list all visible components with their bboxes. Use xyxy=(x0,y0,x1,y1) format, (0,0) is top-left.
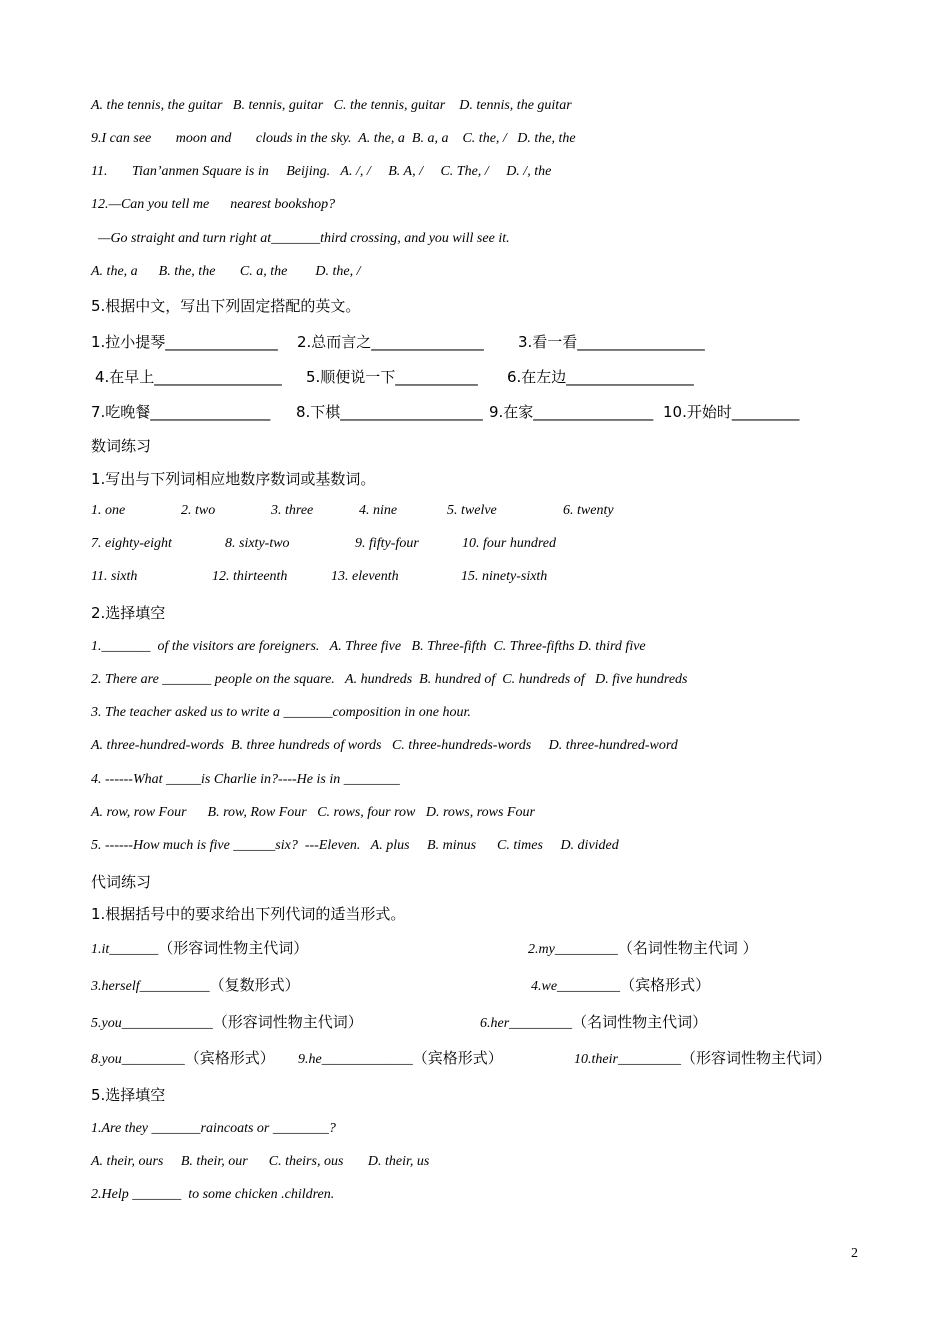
section-5-heading: 5.根据中文，写出下列固定搭配的英文。 xyxy=(91,297,361,315)
pronouns-question-1-options: A. their, ours B. their, our C. theirs, ous D. their, us xyxy=(91,1154,430,1169)
number-item: 15. ninety-sixth xyxy=(461,569,548,584)
pronoun-item: 5.you_____________（形容词性物主代词） xyxy=(91,1013,363,1031)
phrase-item: 10.开始时_________ xyxy=(663,403,800,421)
question-12-options: A. the, a B. the, the C. a, the D. the, / xyxy=(91,264,361,279)
number-item: 4. nine xyxy=(359,503,398,518)
phrase-item: 5.顺便说一下___________ xyxy=(306,368,478,386)
number-item: 9. fifty-four xyxy=(355,536,419,551)
number-item: 1. one xyxy=(91,503,126,518)
pronoun-item: 1.it_______（形容词性物主代词） xyxy=(91,939,309,957)
pronoun-item: 9.he_____________（宾格形式） xyxy=(298,1049,503,1067)
number-item: 5. twelve xyxy=(447,503,497,518)
number-item: 10. four hundred xyxy=(462,536,556,551)
phrase-item: 7.吃晚餐________________ xyxy=(91,403,271,421)
number-item: 13. eleventh xyxy=(331,569,399,584)
numbers-choice-heading: 2.选择填空 xyxy=(91,604,166,622)
phrase-item: 6.在左边_________________ xyxy=(507,368,694,386)
numbers-question-1: 1._______ of the visitors are foreigners. A. Three five B. Three-fifth C. Three-fifths D. third five xyxy=(91,639,646,654)
number-item: 7. eighty-eight xyxy=(91,536,172,551)
number-item: 2. two xyxy=(181,503,216,518)
page-number: 2 xyxy=(851,1246,858,1261)
numbers-question-3-options: A. three-hundred-words B. three hundreds of words C. three-hundreds-words D. three-hundred-word xyxy=(91,738,678,753)
number-item: 8. sixty-two xyxy=(225,536,290,551)
pronoun-item: 8.you_________（宾格形式） xyxy=(91,1049,275,1067)
phrase-item: 1.拉小提琴_______________ xyxy=(91,333,278,351)
number-item: 3. three xyxy=(271,503,314,518)
number-item: 11. sixth xyxy=(91,569,138,584)
numbers-question-2: 2. There are _______ people on the square. A. hundreds B. hundred of C. hundreds of D. five hundreds xyxy=(91,672,688,687)
pronoun-item: 6.her_________（名词性物主代词） xyxy=(480,1013,708,1031)
numbers-question-4-options: A. row, row Four B. row, Row Four C. rows, four row D. rows, rows Four xyxy=(91,805,535,820)
numbers-question-4: 4. ------What _____is Charlie in?----He is in ________ xyxy=(91,772,400,787)
answer-options-line: A. the tennis, the guitar B. tennis, guitar C. the tennis, guitar D. tennis, the guitar xyxy=(91,98,572,113)
question-12: 12.—Can you tell me nearest bookshop? xyxy=(91,197,336,212)
pronoun-item: 4.we_________（宾格形式） xyxy=(531,976,711,994)
phrase-item: 8.下棋___________________ xyxy=(296,403,483,421)
number-item: 12. thirteenth xyxy=(212,569,288,584)
pronouns-choice-heading: 5.选择填空 xyxy=(91,1086,166,1104)
pronoun-item: 3.herself__________（复数形式） xyxy=(91,976,300,994)
phrase-item: 2.总而言之_______________ xyxy=(297,333,484,351)
question-9: 9.I can see moon and clouds in the sky. A. the, a B. a, a C. the, / D. the, the xyxy=(91,131,576,146)
numbers-question-5: 5. ------How much is five ______six? ---Eleven. A. plus B. minus C. times D. divided xyxy=(91,838,619,853)
section-heading-numbers: 数词练习 xyxy=(91,437,152,455)
question-12-reply: —Go straight and turn right at_______third crossing, and you will see it. xyxy=(91,231,510,246)
phrase-item: 3.看一看_________________ xyxy=(518,333,705,351)
pronouns-question-1: 1.Are they _______raincoats or ________? xyxy=(91,1121,336,1136)
pronoun-item: 10.their_________（形容词性物主代词） xyxy=(574,1049,831,1067)
section-heading-pronouns: 代词练习 xyxy=(91,873,152,891)
number-item: 6. twenty xyxy=(563,503,614,518)
pronouns-question-2: 2.Help _______ to some chicken .children. xyxy=(91,1187,335,1202)
numbers-instruction: 1.写出与下列词相应地数序数词或基数词。 xyxy=(91,470,376,488)
numbers-question-3: 3. The teacher asked us to write a _______composition in one hour. xyxy=(91,705,471,720)
pronoun-item: 2.my_________（名词性物主代词 ） xyxy=(528,939,758,957)
question-11: 11. Tian’anmen Square is in Beijing. A. /, / B. A, / C. The, / D. /, the xyxy=(91,164,552,179)
pronouns-instruction: 1.根据括号中的要求给出下列代词的适当形式。 xyxy=(91,905,406,923)
phrase-item: 9.在家________________ xyxy=(489,403,654,421)
phrase-item: 4.在早上_________________ xyxy=(95,368,282,386)
